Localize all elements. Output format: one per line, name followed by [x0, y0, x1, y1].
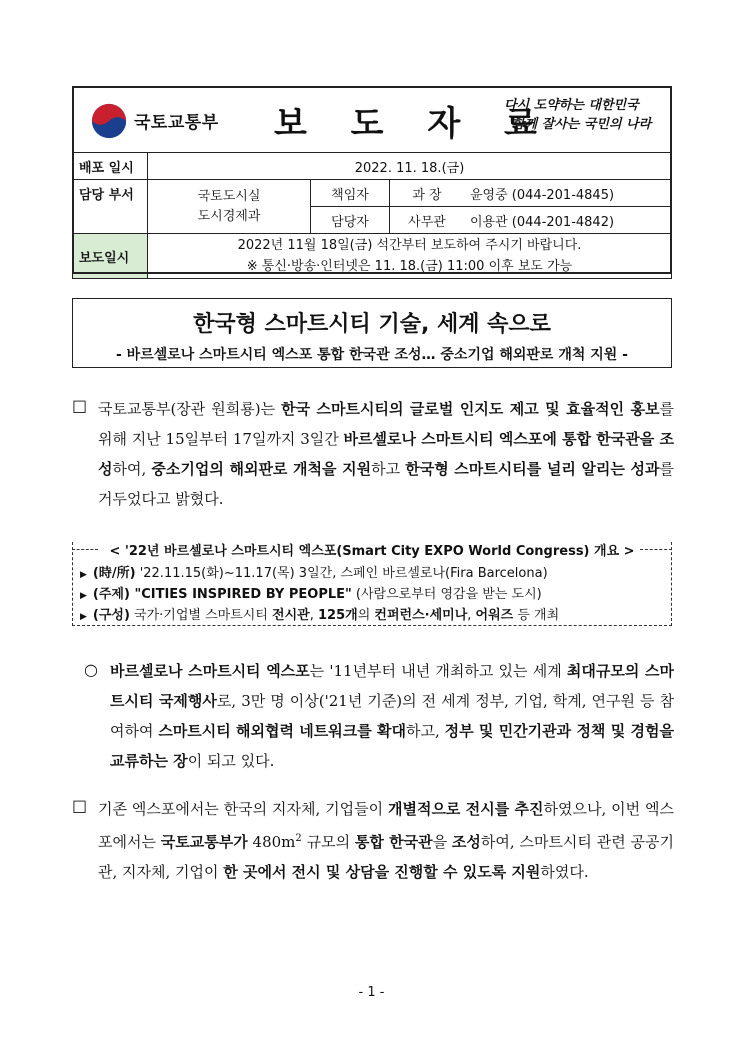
distribution-date-label: 배포 일시: [73, 153, 148, 180]
expo-line-2-translation: (사람으로부터 영감을 받는 도시): [351, 587, 542, 602]
paragraph-3: [98, 794, 674, 887]
expo-line-3-e: 의: [357, 608, 375, 623]
expo-line-2-theme: "CITIES INSPIRED BY PEOPLE": [129, 587, 352, 602]
triangle-bullet-icon: ▶: [80, 570, 87, 580]
department-line-1: 국토도시실: [197, 188, 261, 204]
p1-text-3: 하여,: [112, 460, 152, 478]
government-emblem-icon: [90, 102, 128, 140]
p3-text-1: 기존 엑스포에서는 한국의 지자체, 기업들이: [98, 800, 388, 818]
subheadline: - 바르셀로나 스마트시티 엑스포 통합 한국관 조성… 중소기업 해외판로 개척 지원 -: [115, 347, 628, 363]
responsible-role: 책임자: [311, 180, 390, 207]
expo-line-when-where: [80, 562, 548, 581]
p1-text-2: 를 위해 지난 15일부터 17일까지 3일간: [98, 400, 675, 448]
page-number: - 1 -: [358, 985, 385, 1000]
press-release-title: 보 도 자 료: [274, 104, 553, 144]
slogan: [504, 96, 651, 134]
responsible-title: 과 장: [390, 180, 465, 207]
department-label: 담당 부서: [73, 180, 148, 234]
p2-text-2: 로, 3만 명 이상('21년 기준)의 전 세계 정부, 기업, 학계, 연구원 등 참여하여: [110, 692, 674, 740]
distribution-date-value: 2022. 11. 18.(금): [148, 153, 672, 180]
slogan-line-2: 함께 잘사는 국민의 나라: [512, 117, 652, 132]
paragraph-2-bullet: ○: [84, 660, 98, 679]
release-time-value: [148, 234, 672, 279]
p3-bold-2: 국토교통부가: [160, 833, 248, 851]
p2-text-1: 는 '11년부터 내년 개최하고 있는 세계: [309, 662, 567, 680]
paragraph-2: [110, 656, 674, 776]
release-line-1: 2022년 11월 18일(금) 석간부터 보도하여 주시기 바랍니다.: [237, 238, 582, 253]
release-line-2: ※ 통신·방송·인터넷은 11. 18.(금) 11:00 이후 보도 가능: [246, 259, 573, 274]
paragraph-1-bullet: □: [72, 396, 88, 415]
p3-text-4: 규모의: [301, 833, 355, 851]
expo-line-3-i: 등 개최: [513, 608, 560, 623]
p3-bold-5: 한 곳에서 전시 및 상담을 진행할 수 있도록 지원: [223, 863, 541, 881]
p2-bold-4: 정부 및 민간기관과 정책 및 경험을 교류하는 장: [110, 722, 674, 770]
expo-line-2-key: (주제): [92, 587, 130, 602]
department-value: [148, 180, 311, 234]
responsible-contact: 윤영중 (044-201-4845): [464, 180, 672, 207]
p3-superscript: 2: [295, 833, 302, 844]
p3-bold-4: 조성: [451, 833, 481, 851]
p3-text-6: 하여, 스마트시티 관련 공공기관, 지자체, 기업이: [98, 833, 674, 881]
p1-bold-3: 중소기업의 해외판로 개척을 지원: [151, 460, 372, 478]
p1-bold-1: 한국 스마트시티의 글로벌 인지도 제고 및 효율적인 홍보: [281, 400, 660, 418]
ministry-name: 국토교통부: [134, 113, 219, 133]
p3-text-2: 하였으나, 이번 엑스포에서는: [98, 800, 674, 851]
headline: 한국형 스마트시티 기술, 세계 속으로: [193, 312, 551, 337]
expo-line-3-key: (구성): [92, 608, 130, 623]
department-line-2: 도시경제과: [197, 208, 261, 224]
expo-line-1-value: '22.11.15(화)~11.17(목) 3일간, 스페인 바르셀로나(Fira Barcelona): [135, 566, 548, 581]
p1-text-1: 국토교통부(장관 원희룡)는: [98, 400, 282, 418]
expo-line-1-key: (時/所): [92, 566, 136, 581]
p1-text-4: 하고: [371, 460, 406, 478]
staff-title: 사무관: [390, 207, 465, 234]
expo-overview-title: < '22년 바르셀로나 스마트시티 엑스포(Smart City EXPO World Congress) 개요 >: [109, 544, 635, 559]
p3-bold-3: 통합 한국관: [354, 833, 433, 851]
p2-text-4: 이 되고 있다.: [187, 752, 275, 770]
p2-text-3: 하고,: [406, 722, 445, 740]
expo-line-3-f: 컨퍼런스·세미나: [374, 608, 468, 623]
p1-bold-2: 바르셀로나 스마트시티 엑스포에 통합 한국관을 조성: [98, 430, 674, 478]
expo-line-3-h: 어워즈: [475, 608, 514, 623]
paragraph-1: [98, 394, 674, 514]
staff-role: 담당자: [311, 207, 390, 234]
p3-text-5: 을: [432, 833, 452, 851]
p1-text-5: 를 거두었다고 밝혔다.: [98, 460, 674, 508]
p2-bold-2: 최대규모의 스마트시티 국제행사: [110, 662, 674, 710]
triangle-bullet-icon: ▶: [80, 591, 87, 601]
p2-bold-1: 바르셀로나 스마트시티 엑스포: [110, 662, 310, 680]
slogan-line-1: 다시 도약하는 대한민국: [504, 98, 639, 113]
p1-bold-4: 한국형 스마트시티를 널리 알리는 성과: [405, 460, 660, 478]
p2-bold-3: 스마트시티 해외협력 네트워크를 확대: [158, 722, 407, 740]
expo-line-composition: [80, 604, 559, 623]
expo-line-3-a: 국가·기업별 스마트시티: [129, 608, 273, 623]
expo-line-3-d: 125개: [318, 608, 358, 623]
press-header: [72, 86, 672, 152]
expo-line-3-g: ,: [467, 608, 476, 623]
triangle-bullet-icon: ▶: [80, 612, 87, 622]
expo-line-3-b: 전시관: [272, 608, 310, 623]
headline-box: [72, 298, 672, 368]
paragraph-3-bullet: □: [72, 796, 88, 815]
p3-text-3: 480m: [247, 833, 296, 851]
staff-contact: 이용관 (044-201-4842): [464, 207, 672, 234]
p3-bold-1: 개별적으로 전시를 추진: [387, 800, 544, 818]
expo-line-theme: [80, 583, 542, 602]
release-time-label: 보도일시: [73, 234, 148, 279]
p3-text-7: 하였다.: [540, 863, 589, 881]
expo-line-3-c: ,: [309, 608, 318, 623]
release-info-table: [72, 152, 672, 279]
